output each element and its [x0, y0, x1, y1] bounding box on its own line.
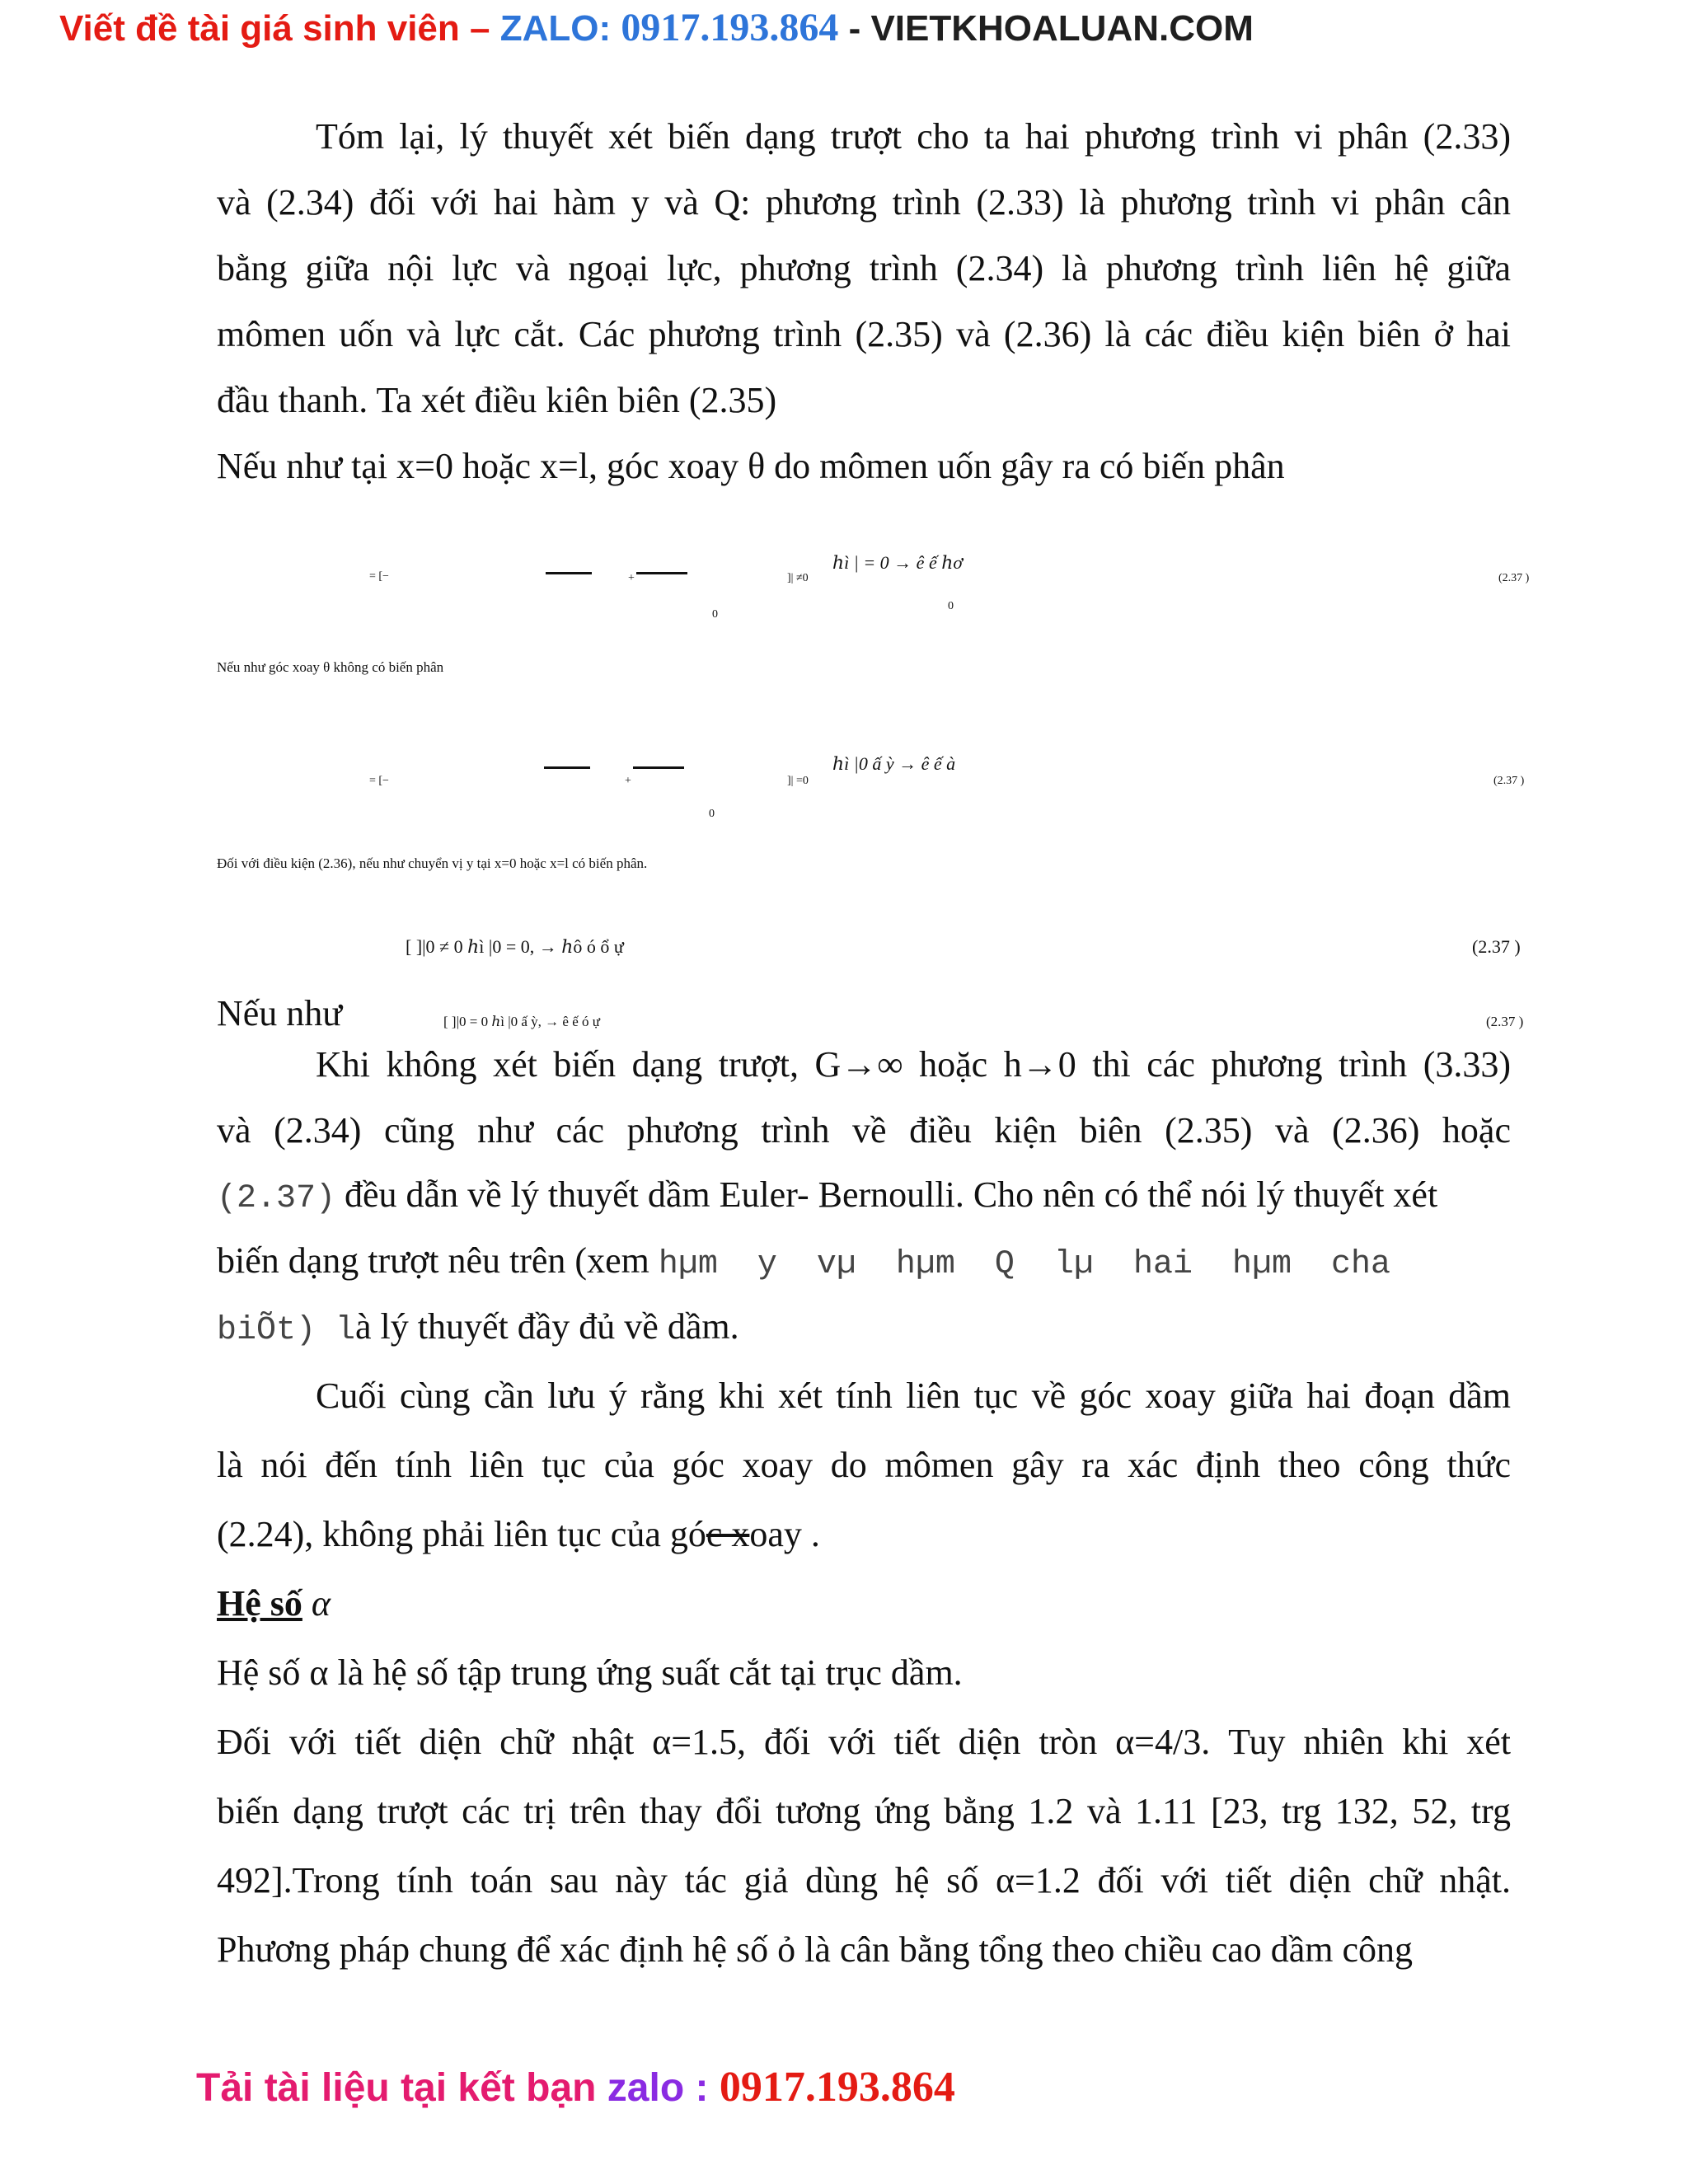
para4-line3: biến dạng trượt các trị trên thay đổi tương ứng bằng 1.2 và 1.11 [23, trg 132, 52, trg	[217, 1791, 1511, 1831]
para1-line3: bằng giữa nội lực và ngoại lực, phương trình (2.34) là phương trình liên hệ giữa	[217, 248, 1511, 288]
section-heading-symbol: α	[311, 1583, 331, 1624]
para1-line5: đầu thanh. Ta xét điều kiên biên (2.35)	[217, 380, 777, 420]
para3-line3-struck: c x	[706, 1514, 750, 1554]
header-title: Viết đề tài giá sinh viên –	[59, 8, 500, 49]
para2-line3	[217, 1174, 1437, 1217]
para2-line5-mono: biÕt) l	[217, 1312, 356, 1349]
eq2-fraction-bar-1	[544, 766, 590, 769]
eq2-number: (2.37 )	[1493, 775, 1525, 787]
eq2-sub: ]| =0	[787, 775, 809, 787]
eq1-fraction-bar-1	[546, 572, 592, 574]
para3-line3	[217, 1513, 820, 1555]
para2-line4	[217, 1240, 1390, 1283]
header-site: - VIETKHOALUAN.COM	[838, 8, 1254, 49]
eq1-below-2: 0	[948, 600, 954, 612]
eq1-fraction-bar-2	[636, 572, 687, 574]
header-zalo-label: ZALO:	[499, 8, 621, 49]
para2-line4-mono: hµm y vµ hµm Q lµ hai hµm cha	[658, 1246, 1390, 1283]
footer-zalo-label: zalo :	[607, 2066, 720, 2110]
eq3-body: [ ]|0 ≠ 0 ℎì |0 = 0, → ℎô ó ổ ự	[406, 936, 624, 957]
para2-line4-text: biến dạng trượt nêu trên (xem	[217, 1240, 649, 1281]
eq1-sub: ]| ≠0	[787, 572, 809, 584]
para2-line5-text: à lý thuyết đầy đủ về dầm.	[355, 1306, 739, 1347]
para2-line3-text: đều dẫn về lý thuyết dầm Euler- Bernoulli. Cho nên có thể nói lý thuyết xét	[335, 1174, 1438, 1215]
page-footer	[196, 2063, 955, 2111]
section-heading-text: Hệ số	[217, 1583, 302, 1624]
eq4-lead: Nếu như	[217, 993, 343, 1033]
eq3-number: (2.37 )	[1472, 936, 1521, 957]
condition-line-2: Nếu như góc xoay θ không có biến phân	[217, 659, 444, 675]
para3-line2: là nói đến tính liên tục của góc xoay do mômen gây ra xác định theo công thức	[217, 1445, 1511, 1485]
eq2-left: = [−	[369, 775, 389, 787]
eq2-body: ℎì |0 ấ ỳ → ê ế à	[832, 753, 956, 774]
eq4-body: [ ]|0 = 0 ℎì |0 ấ ỳ, → ê ế ó ự	[443, 1014, 600, 1029]
eq2-plus: +	[625, 775, 631, 787]
para1-line2: và (2.34) đối với hai hàm y và Q: phương trình (2.33) là phương trình vi phân cân	[217, 182, 1511, 223]
page-header	[59, 5, 1254, 50]
para1-line1: Tóm lại, lý thuyết xét biến dạng trượt cho ta hai phương trình vi phân (2.33)	[316, 116, 1511, 157]
eq4-number: (2.37 )	[1486, 1014, 1524, 1029]
para2-line2: và (2.34) cũng như các phương trình về điều kiện biên (2.35) và (2.36) hoặc	[217, 1110, 1511, 1151]
eq1-number: (2.37 )	[1498, 572, 1530, 584]
footer-text: Tải tài liệu tại kết bạn	[196, 2066, 607, 2110]
section-heading	[217, 1582, 331, 1624]
eq2-fraction-bar-2	[633, 766, 684, 769]
para4-line4: 492].Trong tính toán sau này tác giả dùng hệ số α=1.2 đối với tiết diện chữ nhật.	[217, 1860, 1511, 1900]
para3-line3-a: (2.24), không phải liên tục của gó	[217, 1514, 706, 1554]
condition-line-1: Nếu như tại x=0 hoặc x=l, góc xoay θ do mômen uốn gây ra có biến phân	[217, 446, 1285, 486]
eq2-below-1: 0	[709, 808, 715, 820]
eq1-below-1: 0	[712, 608, 718, 621]
para3-line3-c: oay .	[749, 1514, 820, 1554]
para4-line5: Phương pháp chung để xác định hệ số ỏ là cân bằng tổng theo chiều cao dầm công	[217, 1929, 1414, 1970]
para2-line3-mono: (2.37)	[217, 1180, 336, 1217]
para4-line2: Đối với tiết diện chữ nhật α=1.5, đối với tiết diện tròn α=4/3. Tuy nhiên khi xét	[217, 1722, 1511, 1762]
para2-line5	[217, 1305, 739, 1349]
para3-line1: Cuối cùng cần lưu ý rằng khi xét tính liên tục về góc xoay giữa hai đoạn dầm	[316, 1376, 1511, 1416]
eq1-left: = [−	[369, 570, 389, 583]
para2-line1: Khi không xét biến dạng trượt, G→∞ hoặc h→0 thì các phương trình (3.33)	[316, 1044, 1511, 1085]
condition-line-3: Đối với điều kiện (2.36), nếu như chuyển vị y tại x=0 hoặc x=l có biến phân.	[217, 855, 648, 871]
para1-line4: mômen uốn và lực cắt. Các phương trình (2.35) và (2.36) là các điều kiện biên ở hai	[217, 314, 1511, 354]
para4-line1: Hệ số α là hệ số tập trung ứng suất cắt tại trục dầm.	[217, 1652, 963, 1693]
footer-phone: 0917.193.864	[719, 2064, 955, 2111]
header-phone: 0917.193.864	[621, 6, 839, 49]
eq1-plus: +	[628, 572, 635, 584]
eq1-body: ℎì | = 0 → ê ế ℎơ	[832, 552, 964, 573]
